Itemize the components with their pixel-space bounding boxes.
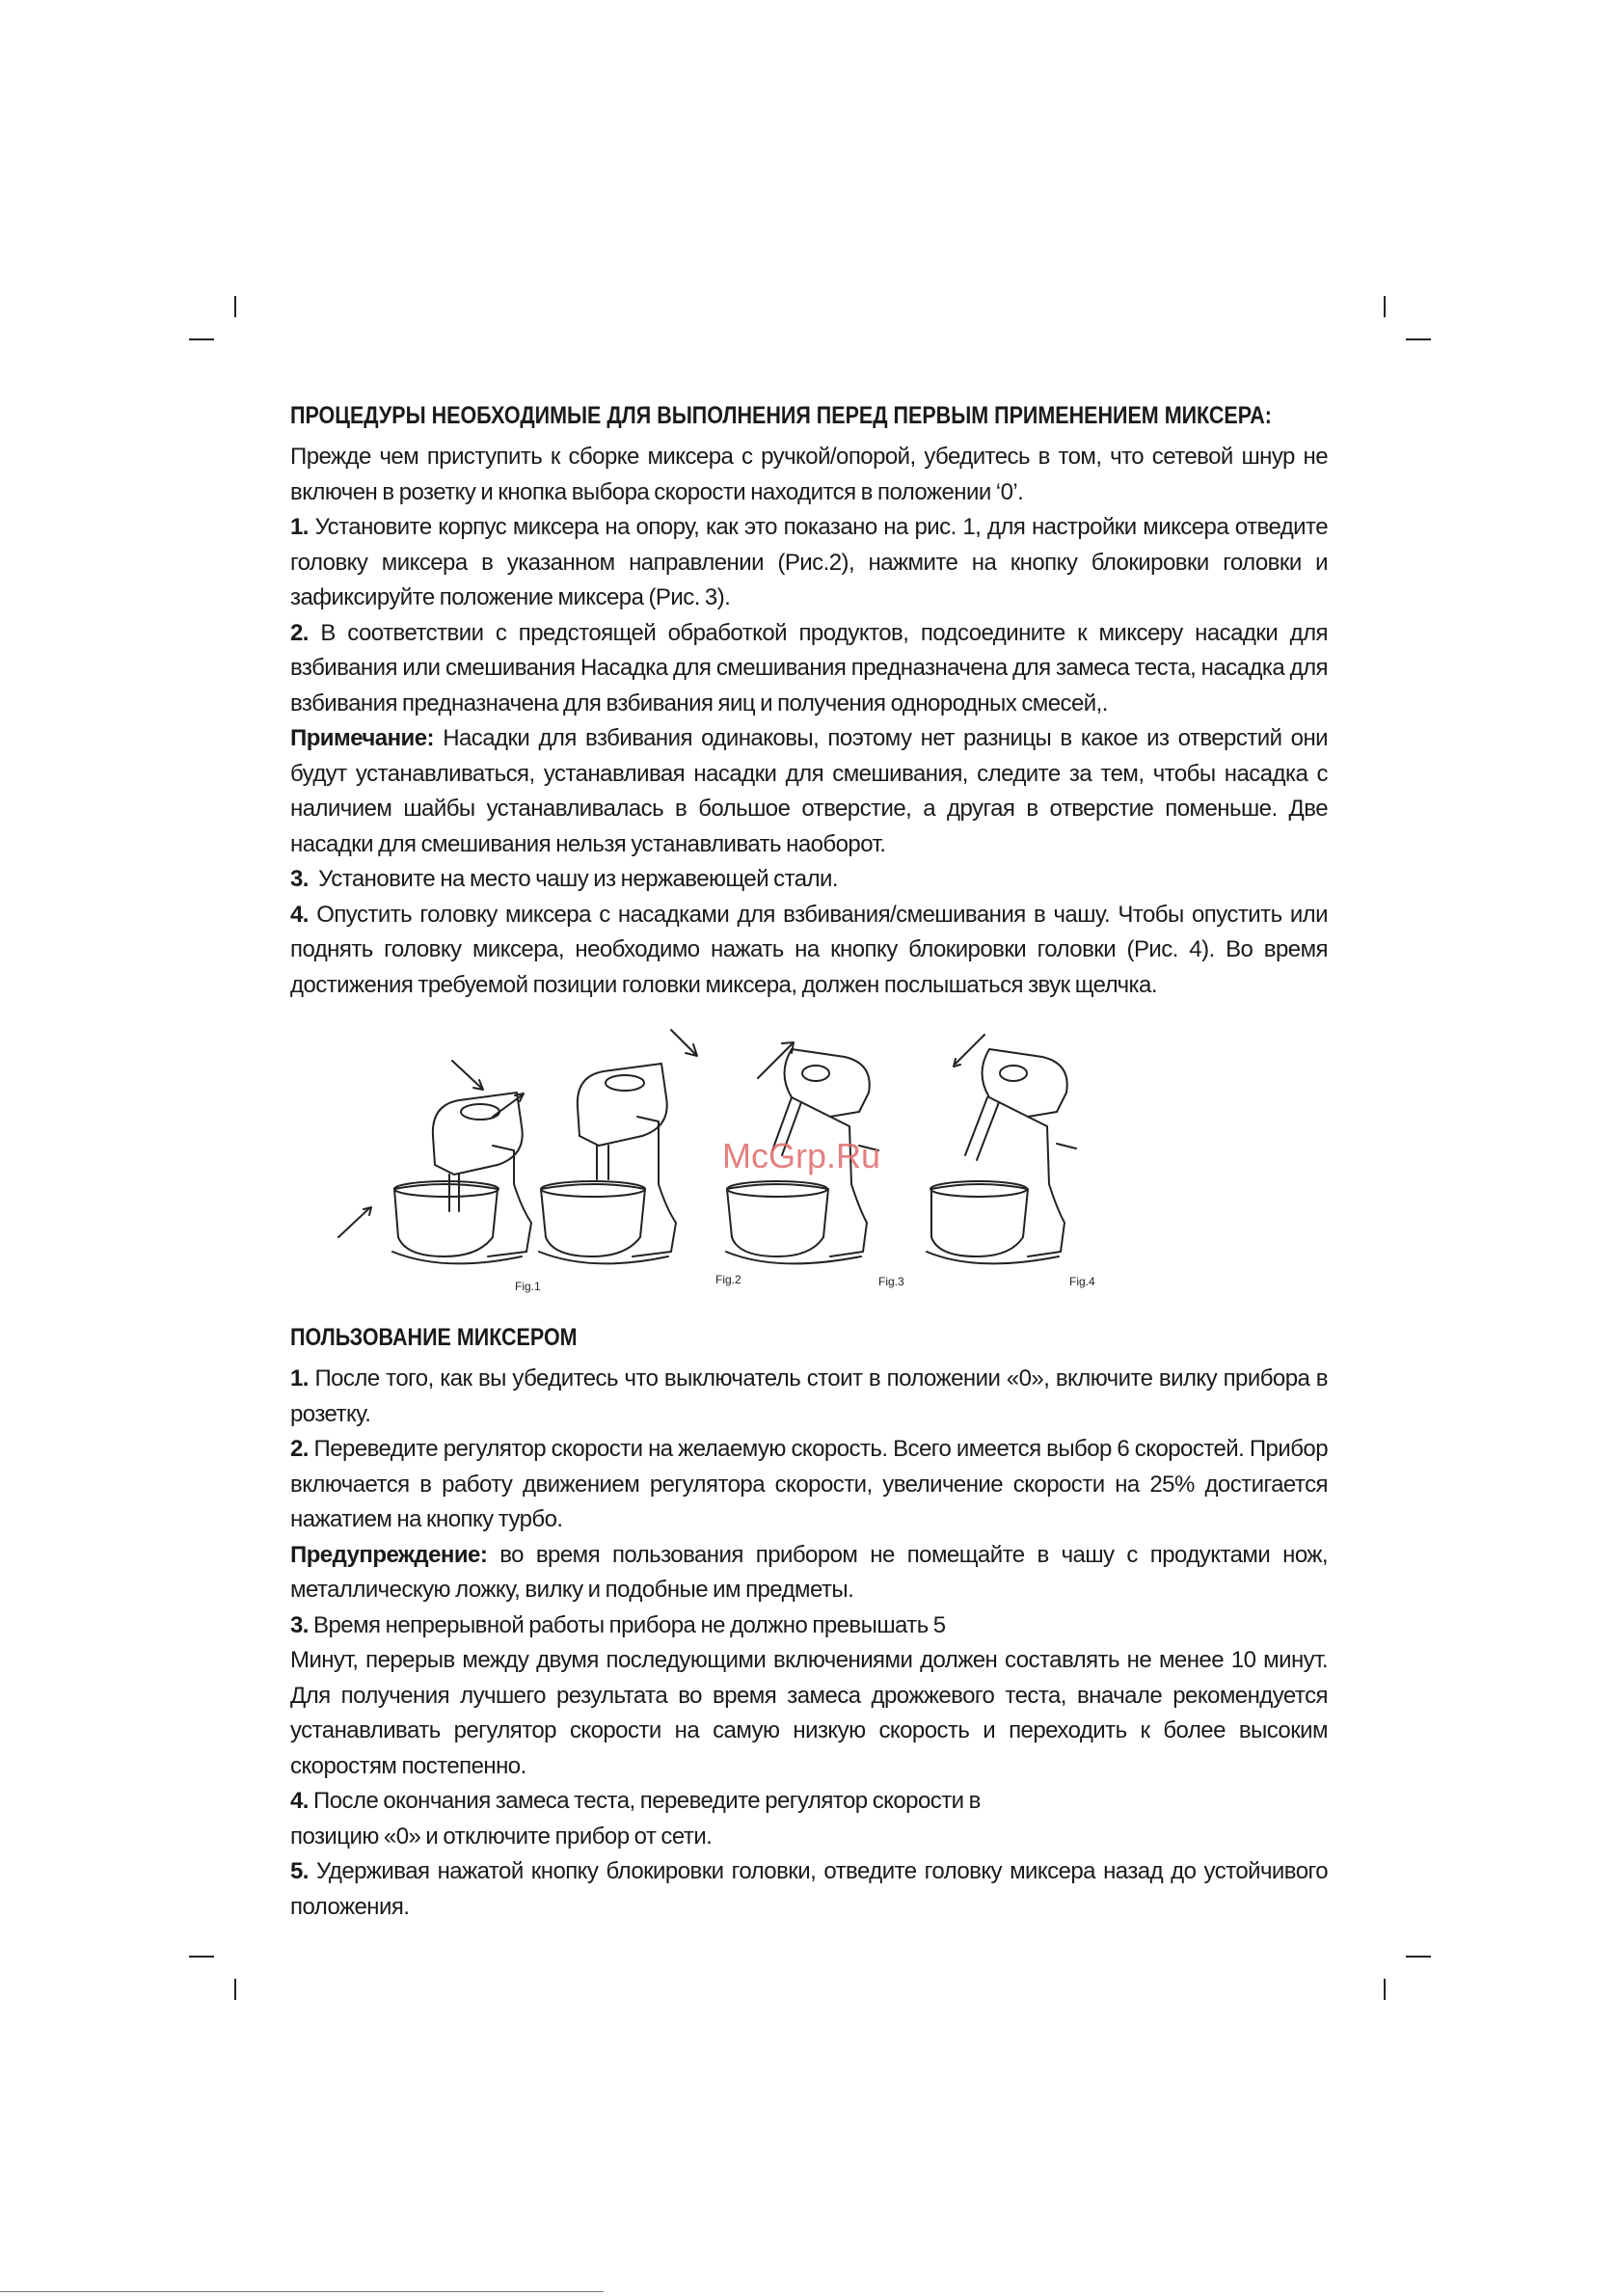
- step-text: Время непрерывной работы прибора не должно превышать 5: [313, 1611, 946, 1638]
- section1-step4: [290, 898, 1328, 1004]
- section1-step2: [290, 616, 1328, 722]
- crop-mark-top-right-h: [1406, 338, 1431, 340]
- figures-illustration: [290, 1020, 1328, 1300]
- fig4-caption: Fig.4: [1069, 1275, 1095, 1288]
- step-text: Переведите регулятор скорости на желаемую скорость. Всего имеется выбор 6 скоростей. Прибор включается в работу движением регулятора скорости, увеличение скорости на 25% достигается нажатием на кнопку турбо.: [290, 1436, 1328, 1532]
- step-number: 2.: [290, 619, 309, 646]
- section2-step1: [290, 1362, 1328, 1432]
- step-text: Удерживая нажатой кнопку блокировки головки, отведите головку миксера назад до устойчивого положения.: [290, 1858, 1328, 1920]
- section2-step4b: позицию «0» и отключите прибор от сети.: [290, 1823, 713, 1850]
- section2-step2: [290, 1432, 1328, 1538]
- section1-step3: [290, 862, 1328, 898]
- step-text: Установите на место чашу из нержавеющей стали.: [318, 866, 839, 892]
- section2-step3b: Минут, перерыв между двумя последующими включениями должен составлять не менее 10 минут. Для получения лучшего результата во время замеса дрожжевого теста, вначале рекомендуется устанавливать регулятор скорости на самую низкую скорость и переходить к более высоким скоростям постепенно.: [290, 1647, 1328, 1779]
- crop-mark-top-left-h: [189, 338, 214, 340]
- step-number: 2.: [290, 1436, 309, 1462]
- note-text: Насадки для взбивания одинаковы, поэтому нет разницы в какое из отверстий они будут устанавливаться, устанавливая насадки для смешивания, следите за тем, чтобы насадка с наличием шайбы устанавливалась в большое отверстие, а другая в отверстие поменьше. Две насадки для смешивания нельзя устанавливать наоборот.: [290, 725, 1328, 857]
- fig2-caption: Fig.2: [715, 1273, 741, 1286]
- section2-step4a: [290, 1784, 1328, 1820]
- step-text: В соответствии с предстоящей обработкой продуктов, подсоедините к миксеру насадки для взбивания или смешивания Насадка для смешивания предназначена для замеса теста, насадка для взбивания предназначена для взбивания яиц и получения однородных смесей,.: [290, 619, 1328, 716]
- step-number: 3.: [290, 866, 309, 892]
- step-number: 4.: [290, 1788, 309, 1814]
- warning-text: во время пользования прибором не помещайте в чашу с продуктами нож, металлическую ложку, вилку и подобные им предметы.: [290, 1541, 1329, 1603]
- step-number: 5.: [290, 1858, 309, 1884]
- fig1-caption: Fig.1: [515, 1280, 541, 1293]
- crop-mark-bottom-left-h: [189, 1956, 214, 1958]
- fig3-caption: Fig.3: [878, 1275, 904, 1288]
- fig2-mixer-drawing: [493, 1030, 697, 1263]
- section2-title: ПОЛЬЗОВАНИЕ МИКСЕРОМ: [290, 1324, 578, 1351]
- step-number: 3.: [290, 1611, 309, 1638]
- mixer-figures: [290, 1020, 1328, 1300]
- section1-step1: [290, 510, 1328, 616]
- bottom-divider: [0, 2291, 604, 2292]
- fig1-mixer-drawing: [338, 1061, 531, 1263]
- section2-step3a: [290, 1608, 1328, 1644]
- step-number: 1.: [290, 514, 309, 540]
- step-text: Опустить головку миксера с насадками для взбивания/смешивания в чашу. Чтобы опустить или поднять головку миксера, необходимо нажать на кнопку блокировки головки (Рис. 4). Во время достижения требуемой позиции головки миксера, должен послышаться звук щелчка.: [290, 901, 1328, 998]
- section2-step5: [290, 1854, 1328, 1925]
- section2-warning: [290, 1538, 1328, 1608]
- step-text: После того, как вы убедитесь что выключатель стоит в положении «0», включите вилку прибора в розетку.: [290, 1365, 1328, 1427]
- section1-title: ПРОЦЕДУРЫ НЕОБХОДИМЫЕ ДЛЯ ВЫПОЛНЕНИЯ ПЕРЕД ПЕРВЫМ ПРИМЕНЕНИЕМ МИКСЕРА:: [290, 402, 1272, 429]
- crop-mark-top-right-v: [1384, 296, 1386, 317]
- note-label: Примечание:: [290, 725, 434, 751]
- warning-label: Предупреждение:: [290, 1541, 488, 1568]
- watermark-text: McGrp.Ru: [722, 1136, 881, 1175]
- step-text: После окончания замеса теста, переведите регулятор скорости в: [313, 1788, 981, 1814]
- section1-intro: Прежде чем приступить к сборке миксера с ручкой/опорой, убедитесь в том, что сетевой шнур не включен в розетку и кнопка выбора скорости находится в положении ‘0’.: [290, 444, 1328, 505]
- step-number: 1.: [290, 1365, 309, 1391]
- section1-note: [290, 721, 1328, 862]
- crop-mark-bottom-right-h: [1406, 1956, 1431, 1958]
- page-content: [290, 397, 1328, 1925]
- step-text: Установите корпус миксера на опору, как это показано на рис. 1, для настройки миксера отведите головку миксера в указанном направлении (Рис.2), нажмите на кнопку блокировки головки и зафиксируйте положение миксера (Рис. 3).: [290, 514, 1328, 610]
- fig4-mixer-drawing: [927, 1035, 1076, 1263]
- crop-mark-top-left-v: [234, 296, 236, 317]
- crop-mark-bottom-right-v: [1384, 1979, 1386, 2000]
- crop-mark-bottom-left-v: [234, 1979, 236, 2000]
- step-number: 4.: [290, 901, 309, 928]
